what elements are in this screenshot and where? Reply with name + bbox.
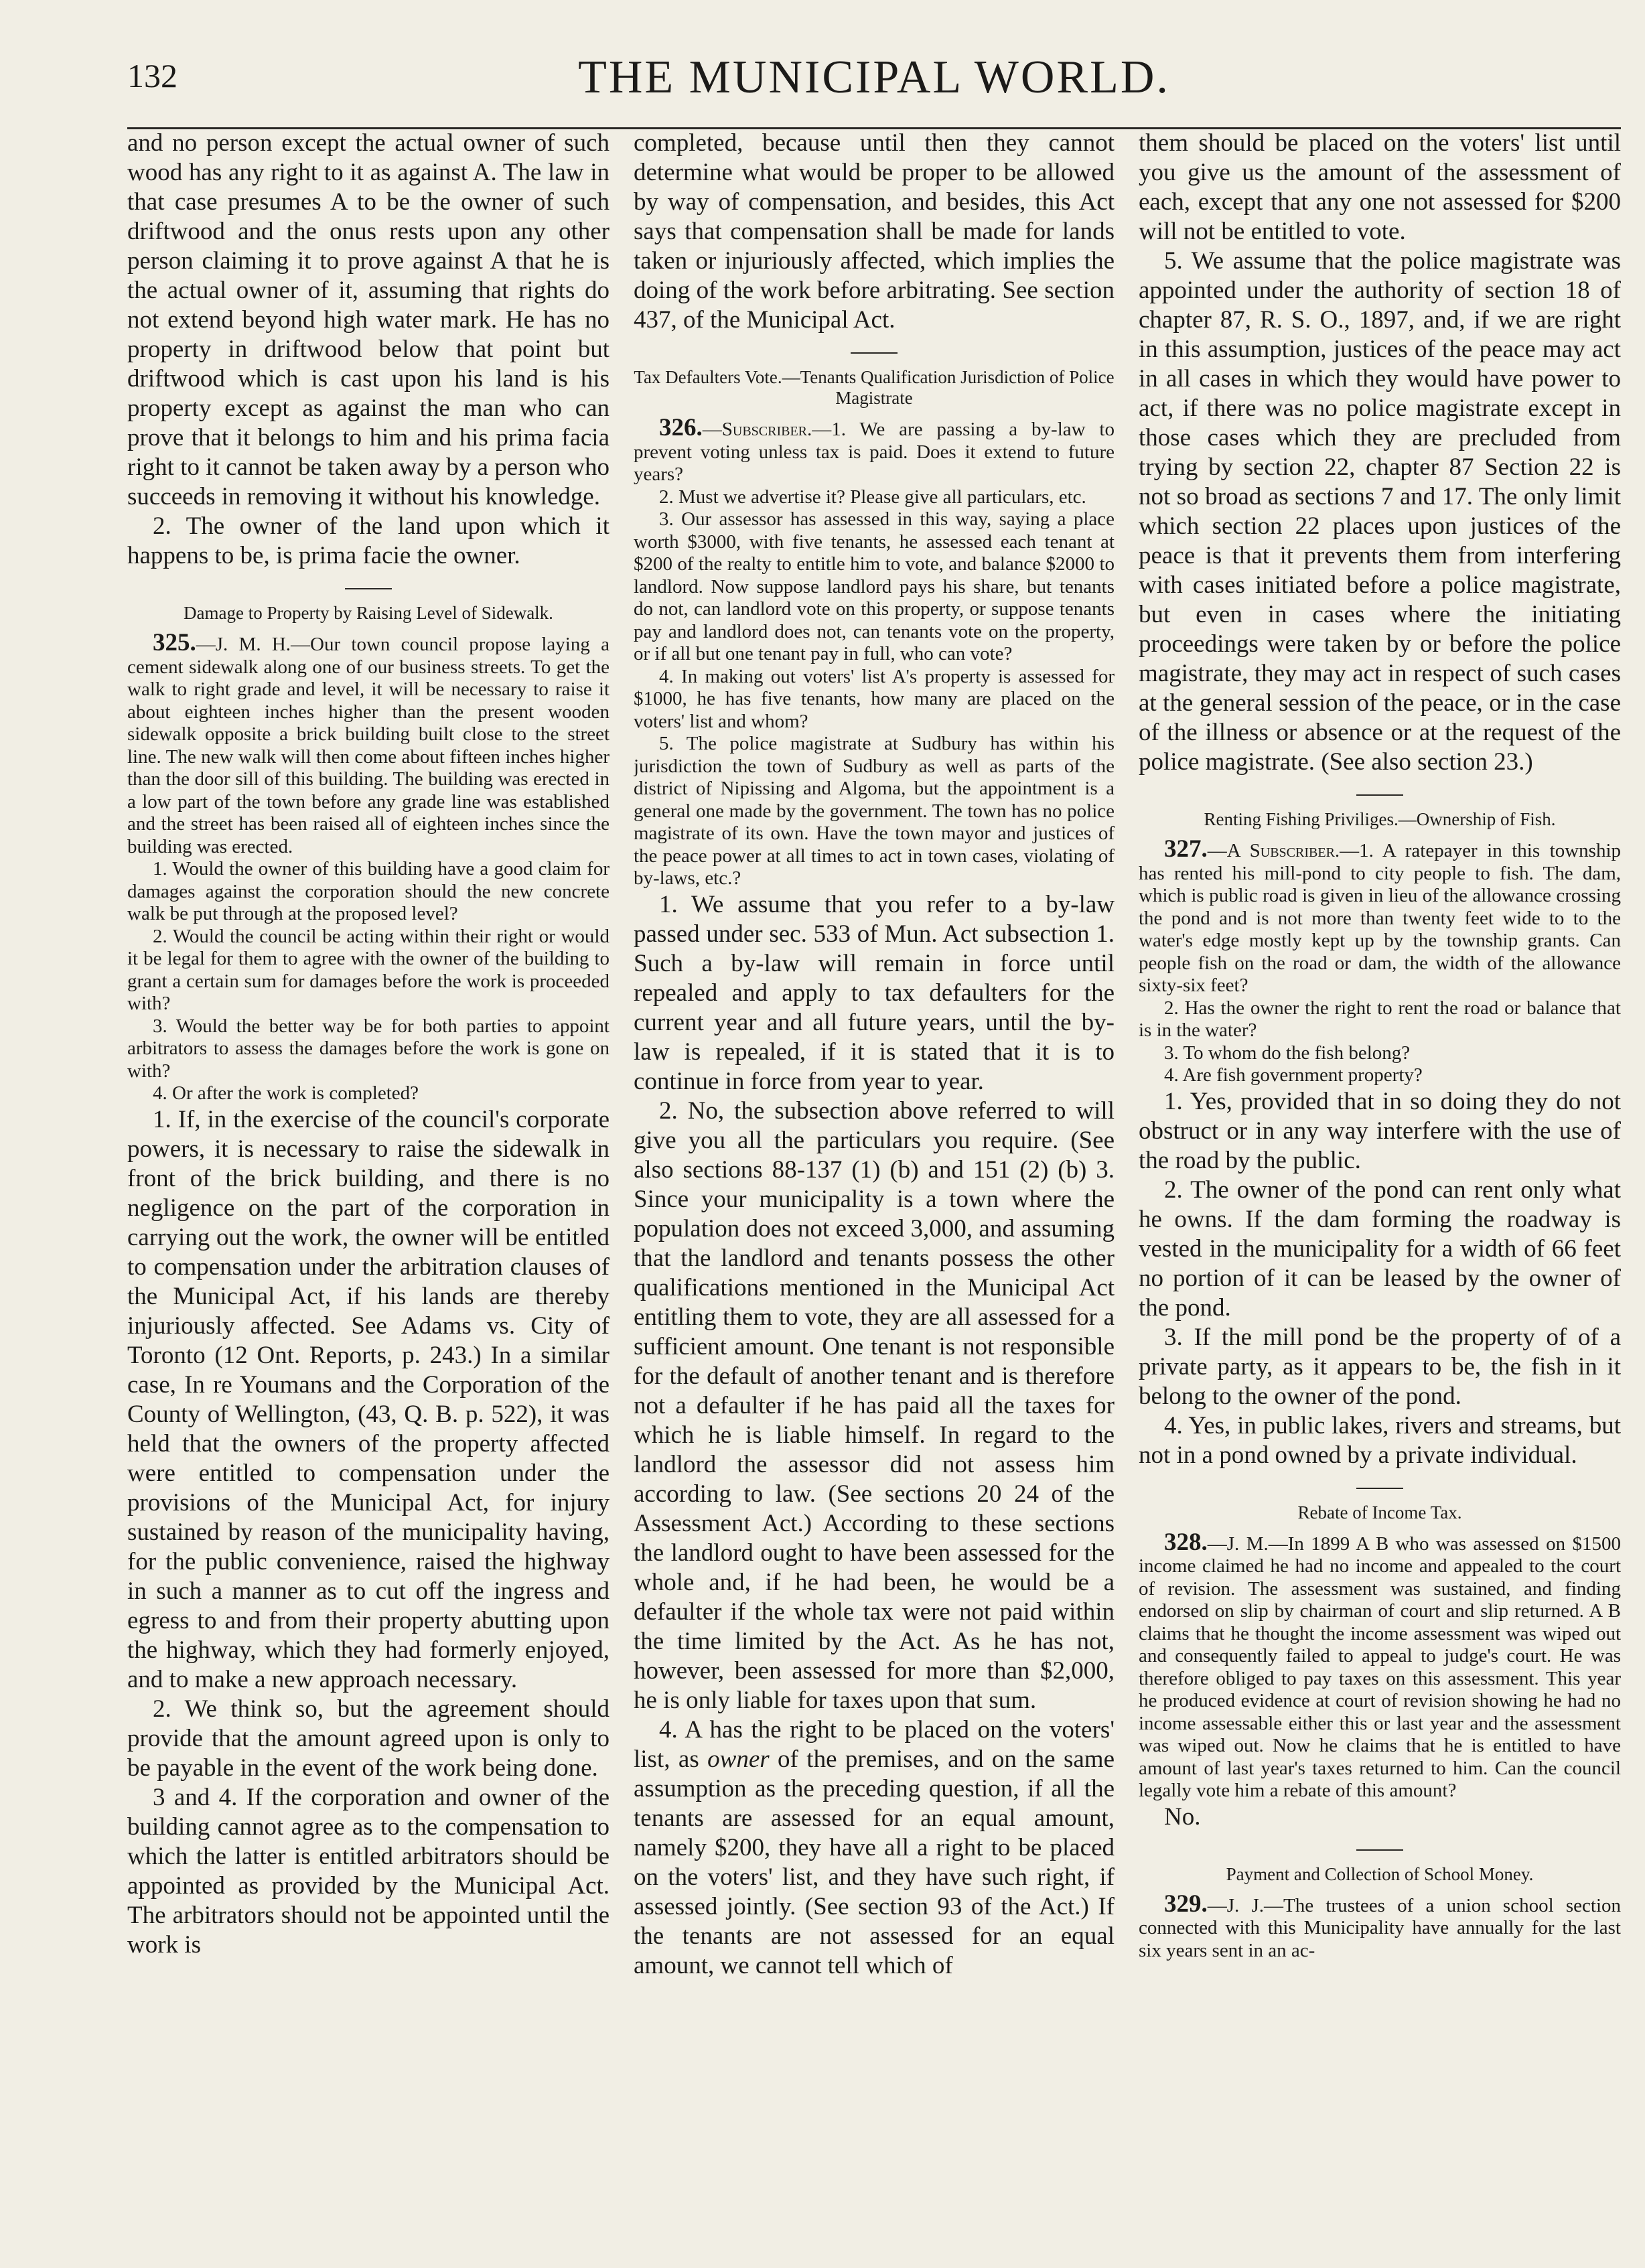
answer-paragraph: 1. If, in the exercise of the council's corporate powers, it is necessary to raise the sidewalk in front of the brick building, and there is no negligence on the part of the corporation in carrying out the work, the owner will be entitled to compensation under the arbitration clauses of the Municipal Act, if his lands are thereby injuriously affected. See Adams vs. City of Toronto (12 Ont. Reports, p. 243.) In a similar case, In re Youmans and the Corporation of the County of Wellington, (43, Q. B. p. 522), it was held that the owners of the property affected were entitled to compensation under the provisions of the Municipal Act, for injury sustained by reason of the municipality having, for the public convenience, raised the highway in such a manner as to cut off the ingress and egress to and from their property abutting upon the highway, which they had formerly enjoyed, and to make a new approach necessary.	[127, 1105, 610, 1693]
paragraph: them should be placed on the voters' list until you give us the amount of the assessment of each, except that any one not assessed for $200 will not be entitled to vote.	[1139, 129, 1621, 245]
column-3	[1139, 129, 1621, 2245]
question-body: —1. A ratepayer in this township has rented his mill-pond to city people to fish. The dam, which is public road is given in lieu of the allowance crossing the pond and is not more than twenty feet wide to to the water's edge mostly kept up by the township grants. Can people fish on the road or dam, the width of the allowance sixty-six feet?	[1139, 840, 1621, 996]
question-body: —J. M.—In 1899 A B who was assessed on $1500 income claimed he had no income and appealed to the court of revision. The assessment was sustained, and finding endorsed on slip by chairman of court and slip returned. A B claims that he thought the income assessment was wiped out and consequently failed to appeal to judge's court. He was therefore obliged to pay taxes on this assessment. This year he produced evidence at court of revision showing he had no income assessable either this or last year and the assessment was wiped out. Now he claims that he is entitled to have amount of last year's taxes returned to him. Can the council legally vote him a rebate of this amount?	[1139, 1533, 1621, 1801]
section-divider	[345, 588, 392, 589]
question-item: 3. Would the better way be for both parties to appoint arbitrators to assess the damages before the work is gone on with?	[127, 1015, 610, 1082]
question-number: 326.	[659, 414, 703, 441]
paragraph: and no person except the actual owner of such wood has any right to it as against A. The law in that case presumes A to be the owner of such driftwood and the onus rests upon any other person claiming it to prove against A that he is the actual owner of it, assuming that rights do not extend beyond high water mark. He has no property in driftwood below that point but driftwood which is cast upon his land is his property except as against the man who can prove that it belongs to him and his prima facia right to it cannot be taken away by a person who succeeds in removing it without his knowledge.	[127, 129, 610, 510]
answer-paragraph	[634, 1715, 1115, 1981]
question-body: —J. M. H.—Our town council propose laying a cement sidewalk along one of our business streets. To get the walk to right grade and level, it will be necessary to raise it about eighteen inches higher than the present wooden sidewalk opposite a brick building built close to the street line. The new walk will then come about fifteen inches higher than the door sill of this building. The building was erected in a low part of the town before any grade line was established and the street has been raised all of eighteen inches since the building was erected.	[127, 634, 610, 857]
question-item: 3. To whom do the fish belong?	[1164, 1042, 1411, 1064]
emphasis-owner: owner	[707, 1745, 770, 1773]
answer-text: of the premises, and on the same assumption as the preceding question, if all the tenants are assessed for an equal amount, namely $200, they have all a right to be placed on the voters' list, and they have such right, if assessed jointly. (See section 93 of the Act.) If the tenants are not assessed for an equal amount, we cannot tell which of	[634, 1745, 1115, 1979]
question-item: 5. The police magistrate at Sudbury has within his jurisdiction the town of Sudbury as well as parts of the district of Nipissing and Algoma, but the appointment is a general one made by the government. The town has no police magistrate of its own. Have the town mayor and justices of the peace power at all times to act in town cases, violating of by-laws, etc.?	[634, 733, 1115, 889]
question-item: 2. Has the owner the right to rent the road or balance that is in the water?	[1139, 997, 1621, 1041]
question-number: 329.	[1164, 1890, 1208, 1918]
question-item: 4. In making out voters' list A's property is assessed for $1000, he has five tenants, how many are placed on the voters' list and whom?	[634, 665, 1115, 732]
question-text	[1139, 835, 1621, 997]
asker-prefix: —	[702, 419, 722, 440]
page-header	[127, 51, 1621, 125]
question-heading: Payment and Collection of School Money.	[1226, 1863, 1534, 1884]
paragraph: 2. The owner of the land upon which it happens to be, is prima facie the owner.	[127, 512, 610, 569]
section-divider	[1356, 794, 1403, 796]
question-number: 325.	[153, 629, 196, 656]
question-number: 328.	[1164, 1528, 1208, 1556]
question-item: 4. Or after the work is completed?	[153, 1082, 419, 1104]
column-2	[634, 129, 1115, 2245]
question-body: —J. J.—The trustees of a union school section connected with this Municipality have annually for the last six years sent in an ac-	[1139, 1894, 1621, 1961]
question-text	[1139, 1528, 1621, 1802]
section-divider	[1356, 1488, 1403, 1489]
question-item: 3. Our assessor has assessed in this way, saying a place worth $3000, with five tenants, he assessed each tenant at $200 of the realty to entitle him to vote, and balance $2000 to landlord. Now suppose landlord pays his share, but tenants do not, can landlord vote on this property, or suppose tenants pay and landlord does not, can tenants vote on the property, or if all but one tenant pay in full, who can vote?	[634, 508, 1115, 664]
answer-paragraph: No.	[1164, 1802, 1201, 1831]
answer-paragraph: 1. Yes, provided that in so doing they do not obstruct or in any way interfere with the use of the road by the public.	[1139, 1087, 1621, 1174]
question-heading: Damage to Property by Raising Level of Sidewalk.	[184, 603, 553, 623]
question-body: —1. We are passing a by-law to prevent voting unless tax is paid. Does it extend to future years?	[634, 419, 1115, 485]
question-heading: Renting Fishing Priviliges.—Ownership of Fish.	[1204, 809, 1556, 829]
question-heading: Tax Defaulters Vote.—Tenants Qualification Jurisdiction of Police Magistrate	[634, 367, 1115, 408]
answer-paragraph: 3 and 4. If the corporation and owner of the building cannot agree as to the compensation to which the latter is entitled arbitrators should be appointed as provided by the Municipal Act. The arbitrators should not be appointed until the work is	[127, 1783, 610, 1959]
answer-paragraph: 1. We assume that you refer to a by-law passed under sec. 533 of Mun. Act subsection 1. Such a by-law will remain in force until repealed and apply to tax defaulters for the current year and all future years, until the by-law is repealed, if it is stated that it is to continue in force from year to year.	[634, 890, 1115, 1095]
paragraph: completed, because until then they cannot determine what would be proper to be allowed by way of compensation, and besides, this Act says that compensation shall be made for lands taken or injuriously affected, which implies the doing of the work before arbitrating. See section 437, of the Municipal Act.	[634, 129, 1115, 334]
question-text	[1139, 1890, 1621, 1963]
section-divider	[1356, 1849, 1403, 1851]
masthead-title: THE MUNICIPAL WORLD.	[578, 52, 1170, 103]
answer-text: 4. A has the right to be placed on the voters' list, as	[634, 1715, 1115, 1773]
question-item: 4. Are fish government property?	[1164, 1064, 1423, 1086]
asker-name: Subscriber.	[1249, 840, 1340, 861]
paragraph: 5. We assume that the police magistrate was appointed under the authority of section 18 of chapter 87, R. S. O., 1897, and, if we are right in this assumption, justices of the peace may act in all cases in which they would have power to act, if there was no police magistrate except in those cases which they are precluded from trying by section 22, chapter 87 Section 22 is not so broad as sections 7 and 17. The only limit which section 22 places upon justices of the peace is that it prevents them from interfering with cases initiated before a police magistrate, but even in cases where the initiating proceedings were taken by or before the police magistrate, they may act in respect of such cases at the general session of the peace, or in the case of the illness or absence or at the request of the police magistrate. (See also section 23.)	[1139, 247, 1621, 776]
question-item: 2. Must we advertise it? Please give all particulars, etc.	[659, 486, 1086, 508]
answer-paragraph: 2. We think so, but the agreement should provide that the amount agreed upon is only to be payable in the event of the work being done.	[127, 1695, 610, 1782]
question-heading: Rebate of Income Tax.	[1297, 1502, 1462, 1522]
answer-paragraph: 2. No, the subsection above referred to will give you all the particulars you require. (See also sections 88-137 (1) (b) and 151 (2) (b) 3. Since your municipality is a town where the population does not exceed 3,000, and assuming that the landlord and tenants possess the other qualifications mentioned in the Municipal Act entitling them to vote, they are all assessed for a sufficient amount. One tenant is not responsible for the default of another tenant and is therefore not a defaulter if he has paid all the taxes for which he is liable himself. In regard to the landlord the assessor did not assess him according to law. (See sections 20 24 of the Assessment Act.) According to these sections the landlord ought to have been assessed for the whole and, if he had been, he would be a defaulter if the whole tax were not paid within the time limited by the Act. As he has not, however, been assessed for more than $2,000, he is only liable for taxes upon that sum.	[634, 1096, 1115, 1714]
answer-paragraph: 3. If the mill pond be the property of of a private party, as it appears to be, the fish in it belong to the owner of the pond.	[1139, 1323, 1621, 1410]
question-item: 2. Would the council be acting within their right or would it be legal for them to agree with the owner of the building to grant a certain sum for damages before the work is proceeded with?	[127, 925, 610, 1014]
column-1	[127, 129, 610, 2245]
question-number: 327.	[1164, 835, 1208, 863]
question-item: 1. Would the owner of this building have a good claim for damages against the corporation should the new concrete walk be put through at the proposed level?	[127, 858, 610, 924]
page-number: 132	[127, 57, 177, 94]
section-divider	[851, 352, 898, 354]
asker-prefix: —A	[1207, 840, 1250, 861]
question-text	[634, 414, 1115, 486]
question-text	[127, 629, 610, 858]
answer-paragraph: 4. Yes, in public lakes, rivers and streams, but not in a pond owned by a private individual.	[1139, 1411, 1621, 1469]
asker-name: Subscriber.	[721, 419, 812, 440]
answer-paragraph: 2. The owner of the pond can rent only what he owns. If the dam forming the roadway is vested in the municipality for a width of 66 feet no portion of it can be leased by the owner of the pond.	[1139, 1176, 1621, 1322]
